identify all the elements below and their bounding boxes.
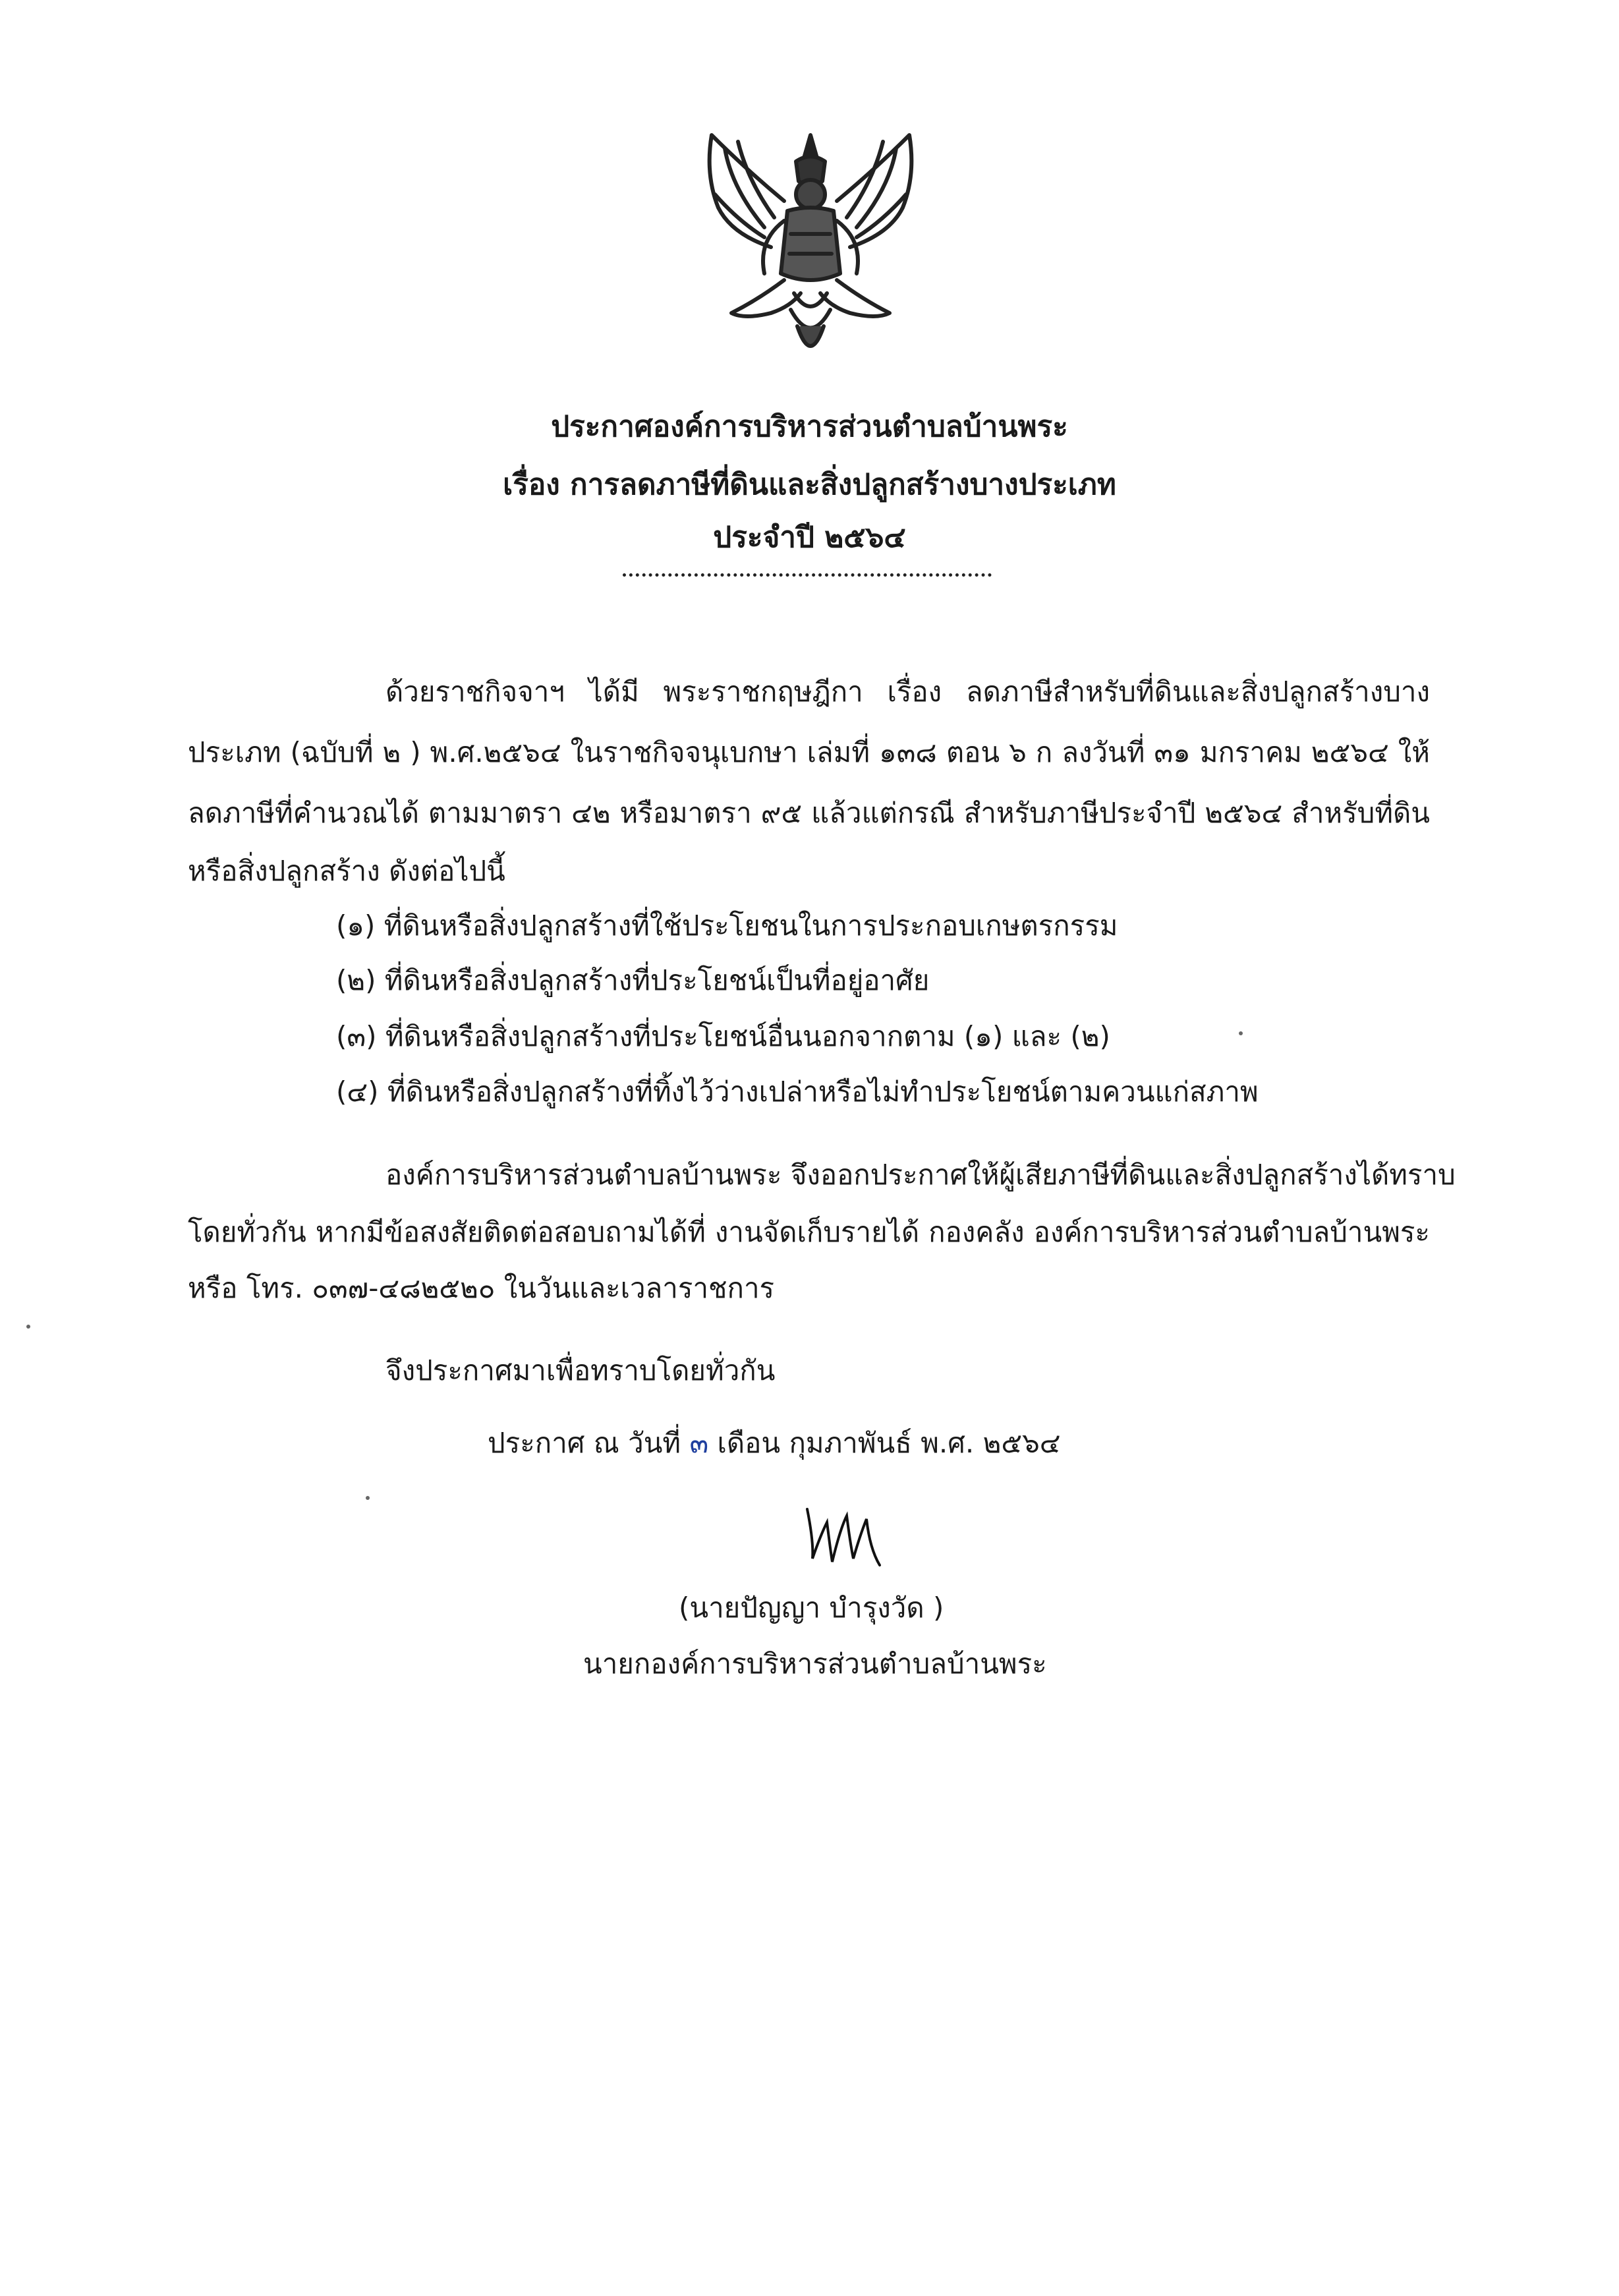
paragraph-line: ด้วยราชกิจจาฯ ได้มี พระราชกฤษฎีกา เรื่อง ลดภาษีสำหรับที่ดินและสิ่งปลูกสร้างบาง xyxy=(385,675,1430,708)
paragraph-line: ลดภาษีที่คำนวณได้ ตามมาตรา ๔๒ หรือมาตรา ๙๕ แล้วแต่กรณี สำหรับภาษีประจำปี ๒๕๖๔ สำหรับที่ดิน xyxy=(188,797,1430,829)
title-separator xyxy=(623,567,992,577)
scan-speck xyxy=(26,1325,30,1329)
date-prefix: ประกาศ ณ วันที่ xyxy=(488,1427,681,1459)
signer-name: (นายปัญญา บำรุงวัด ) xyxy=(679,1592,944,1624)
closing-text: จึงประกาศมาเพื่อทราบโดยทั่วกัน xyxy=(385,1354,776,1387)
announcement-date xyxy=(488,1423,1061,1463)
signature-icon xyxy=(794,1496,893,1575)
scan-speck xyxy=(1239,1031,1243,1035)
paragraph-line: หรือสิ่งปลูกสร้าง ดังต่อไปนี้ xyxy=(188,855,505,887)
list-item: (๔) ที่ดินหรือสิ่งปลูกสร้างที่ทิ้งไว้ว่างเปล่าหรือไม่ทำประโยชน์ตามควนแก่สภาพ xyxy=(336,1076,1259,1108)
signer-position: นายกองค์การบริหารส่วนตำบลบ้านพระ xyxy=(583,1648,1047,1680)
list-item: (๓) ที่ดินหรือสิ่งปลูกสร้างที่ประโยชน์อื่นนอกจากตาม (๑) และ (๒) xyxy=(336,1020,1110,1052)
paragraph-line: หรือ โทร. ๐๓๗-๔๘๒๕๒๐ ในวันและเวลาราชการ xyxy=(188,1272,775,1304)
paragraph-line: องค์การบริหารส่วนตำบลบ้านพระ จึงออกประกาศให้ผู้เสียภาษีที่ดินและสิ่งปลูกสร้างได้ทราบ xyxy=(385,1159,1456,1191)
list-item: (๒) ที่ดินหรือสิ่งปลูกสร้างที่ประโยชน์เป็นที่อยู่อาศัย xyxy=(336,964,930,996)
paragraph-line: โดยทั่วกัน หากมีข้อสงสัยติดต่อสอบถามได้ที่ งานจัดเก็บรายได้ กองคลัง องค์การบริหารส่วนตำบลบ้านพระ xyxy=(188,1216,1430,1248)
document-title: ประกาศองค์การบริหารส่วนตำบลบ้านพระ xyxy=(551,410,1068,444)
garuda-emblem-icon xyxy=(685,122,936,376)
date-day: ๓ xyxy=(689,1427,709,1459)
date-rest: เดือน กุมภาพันธ์ พ.ศ. ๒๕๖๔ xyxy=(717,1427,1061,1459)
document-year: ประจำปี ๒๕๖๔ xyxy=(713,521,906,554)
scan-speck xyxy=(366,1496,370,1500)
list-item: (๑) ที่ดินหรือสิ่งปลูกสร้างที่ใช้ประโยชนในการประกอบเกษตรกรรม xyxy=(336,909,1118,942)
document-subject: เรื่อง การลดภาษีที่ดินและสิ่งปลูกสร้างบางประเภท xyxy=(503,468,1116,502)
paragraph-line: ประเภท (ฉบับที่ ๒ ) พ.ศ.๒๕๖๔ ในราชกิจจนุเบกษา เล่มที่ ๑๓๘ ตอน ๖ ก ลงวันที่ ๓๑ มกราคม ๒๕๖๔ ให้ xyxy=(188,736,1430,768)
